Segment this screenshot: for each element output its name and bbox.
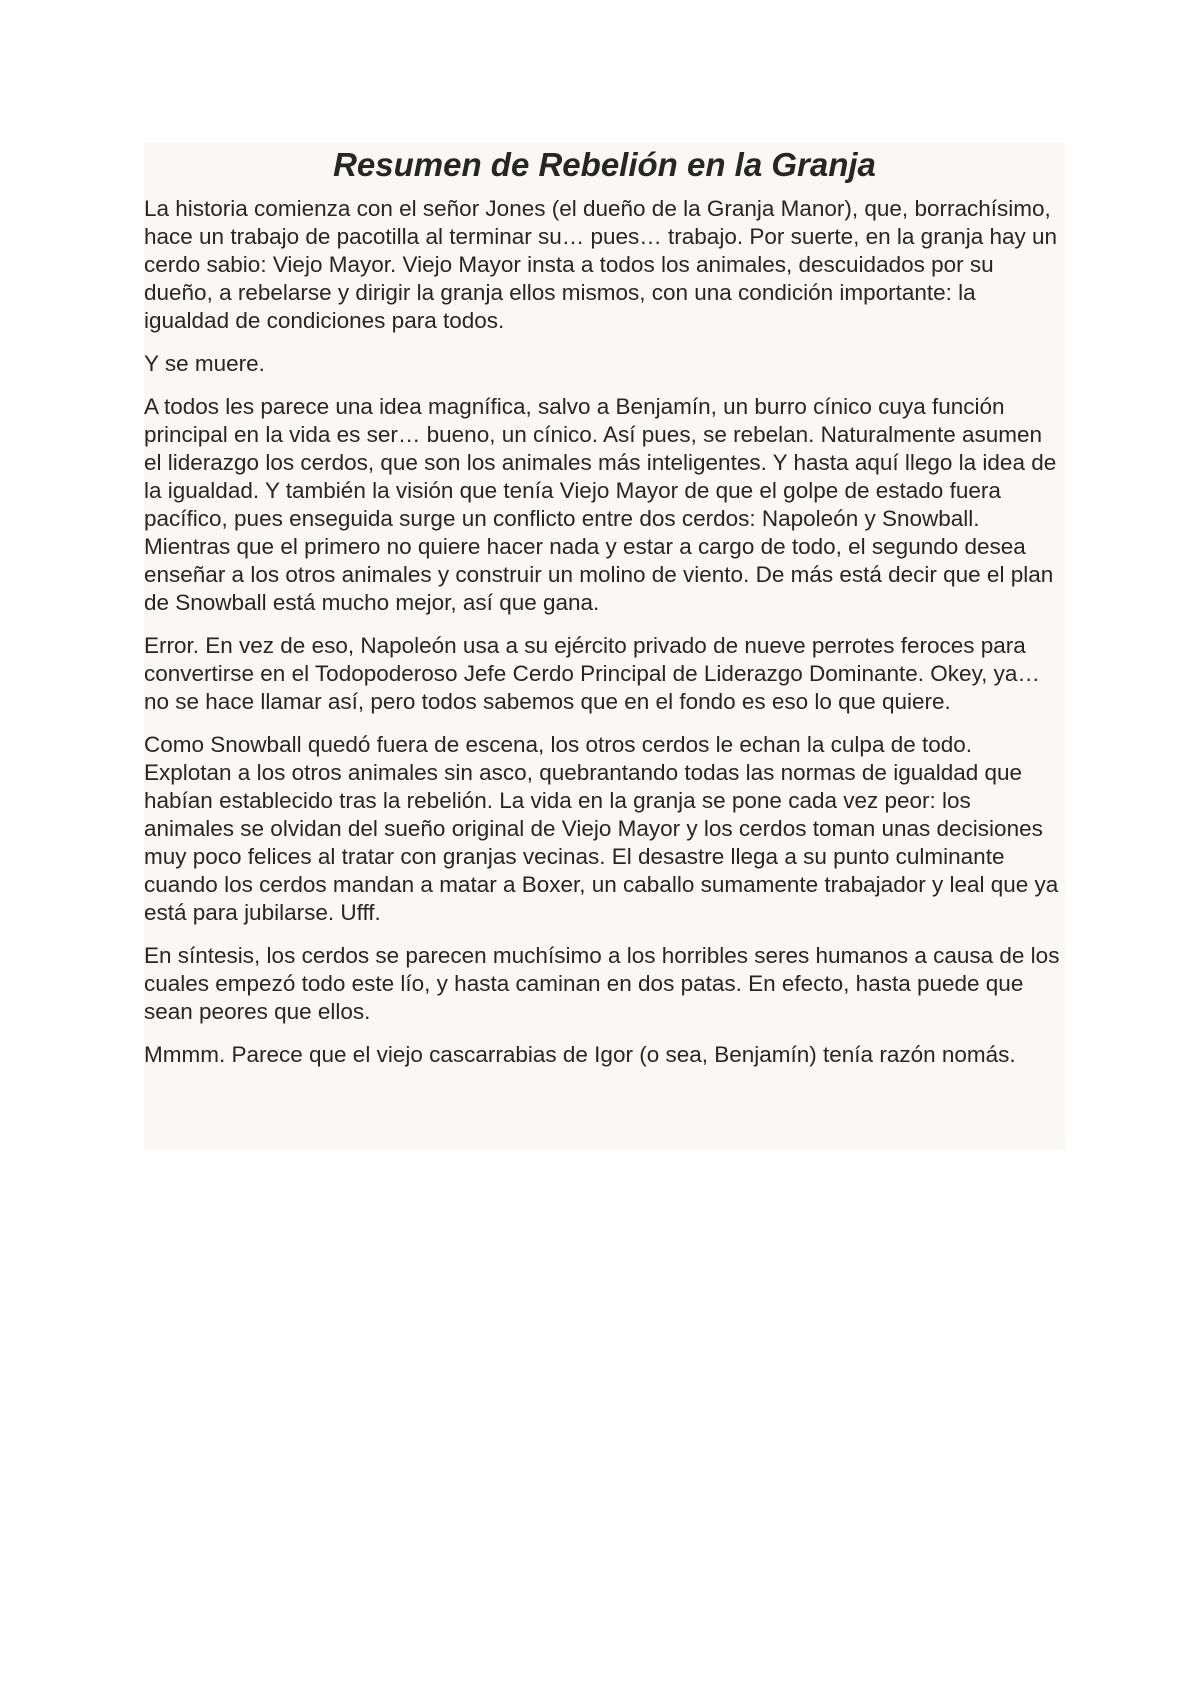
paragraph-closing: Mmmm. Parece que el viejo cascarrabias de Igor (o sea, Benjamín) tenía razón nomás. bbox=[144, 1042, 1016, 1067]
document-body bbox=[144, 195, 1065, 1084]
paragraph-exploitation: Como Snowball quedó fuera de escena, los otros cerdos le echan la culpa de todo. Explotan a los otros animales sin asco, quebrantando todas las normas de igualdad que habían establecido tras la rebelión. La vida en la granja se pone cada vez peor: los animales se olvidan del sueño original de Viejo Mayor y los cerdos toman unas decisiones muy poco felices al tratar con granjas vecinas. El desastre llega a su punto culminante cuando los cerdos mandan a matar a Boxer, un caballo sumamente trabajador y leal que ya está para jubilarse. Ufff. bbox=[144, 732, 1059, 925]
document-title: Resumen de Rebelión en la Granja bbox=[333, 146, 876, 183]
paragraph-death: Y se muere. bbox=[144, 351, 265, 376]
paragraph-intro: La historia comienza con el señor Jones (el dueño de la Granja Manor), que, borrachísimo, hace un trabajo de pacotilla al terminar su… pues… trabajo. Por suerte, en la granja hay un cerdo sabio: Viejo Mayor. Viejo Mayor insta a todos los animales, descuidados por su dueño, a rebelarse y dirigir la granja ellos mismos, con una condición importante: la igualdad de condiciones para todos. bbox=[144, 196, 1058, 333]
paragraph-synthesis: En síntesis, los cerdos se parecen muchísimo a los horribles seres humanos a causa de los cuales empezó todo este lío, y hasta caminan en dos patas. En efecto, hasta puede que sean peores que ellos. bbox=[144, 943, 1060, 1024]
paragraph-rebellion: A todos les parece una idea magnífica, salvo a Benjamín, un burro cínico cuya función principal en la vida es ser… bueno, un cínico. Así pues, se rebelan. Naturalmente asumen el liderazgo los cerdos, que son los animales más inteligentes. Y hasta aquí llego la idea de la igualdad. Y también la visión que tenía Viejo Mayor de que el golpe de estado fuera pacífico, pues enseguida surge un conflicto entre dos cerdos: Napoleón y Snowball. Mientras que el primero no quiere hacer nada y estar a cargo de todo, el segundo desea enseñar a los otros animales y construir un molino de viento. De más está decir que el plan de Snowball está mucho mejor, así que gana. bbox=[144, 394, 1057, 615]
summary-box bbox=[144, 143, 1065, 1150]
paragraph-napoleon: Error. En vez de eso, Napoleón usa a su ejército privado de nueve perrotes feroces para convertirse en el Todopoderoso Jefe Cerdo Principal de Liderazgo Dominante. Okey, ya… no se hace llamar así, pero todos sabemos que en el fondo es eso lo que quiere. bbox=[144, 633, 1040, 714]
